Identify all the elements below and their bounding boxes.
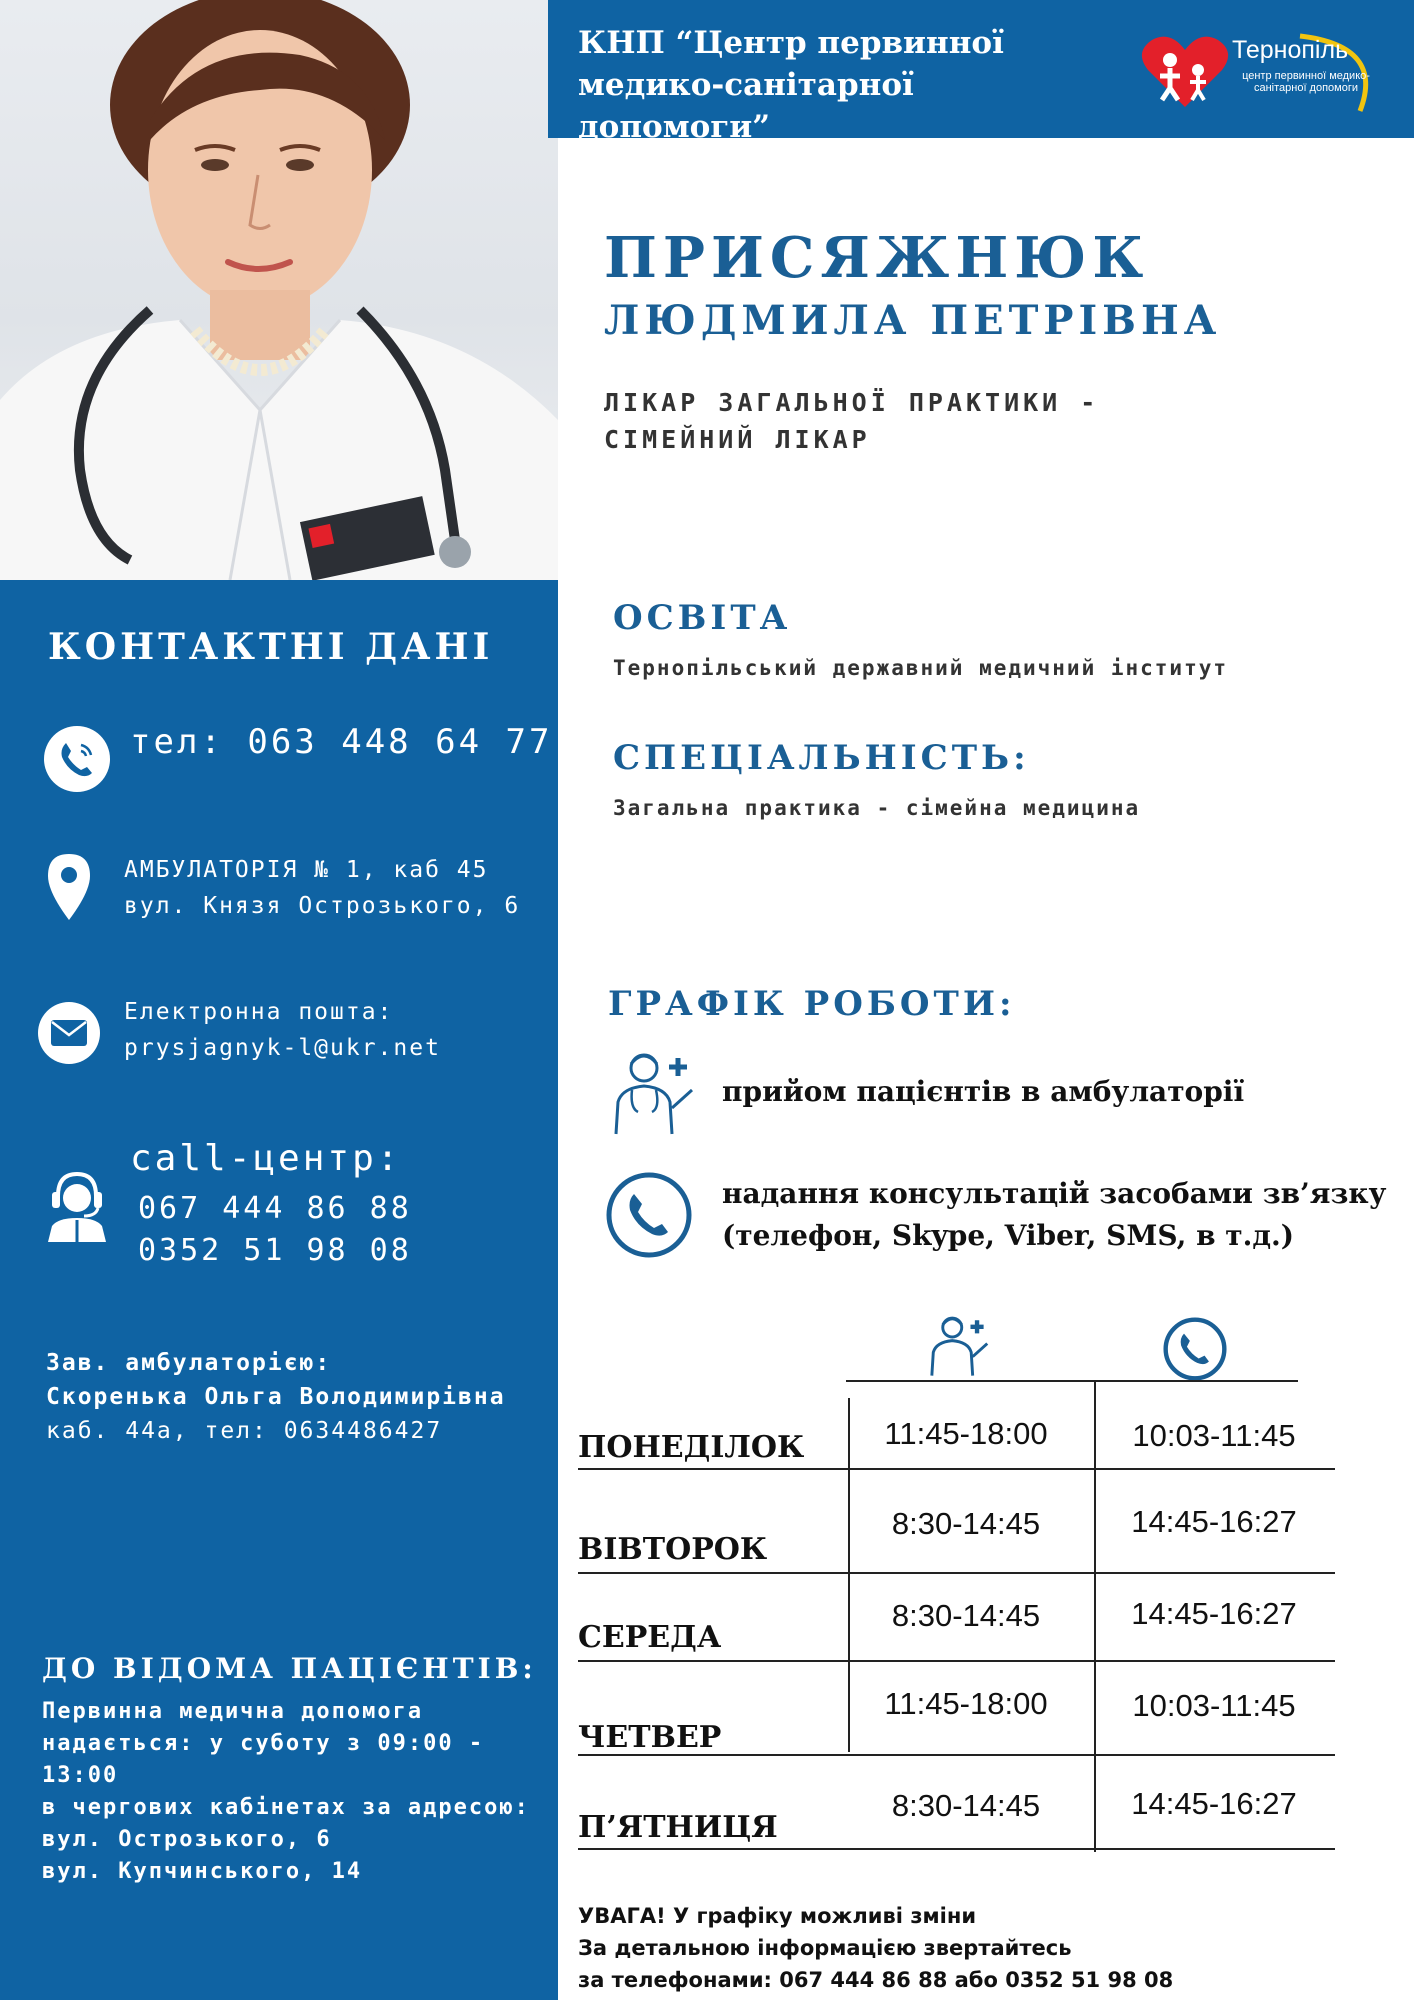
reception-time-tuesday: 8:30-14:45 (891, 1506, 1041, 1541)
legend-reception-label: прийом пацієнтів в амбулаторії (722, 1075, 1245, 1108)
table-row-line (578, 1468, 1335, 1470)
email-link[interactable]: prysjagnyk-l@ukr.net (124, 1035, 441, 1061)
email-icon (38, 1002, 100, 1064)
consult-column-icon (1162, 1316, 1228, 1382)
table-row-line (578, 1848, 1335, 1850)
heart-family-logo-icon (1140, 32, 1230, 112)
doctor-reception-icon (608, 1046, 704, 1138)
phone-consultation-icon (604, 1170, 694, 1260)
doctor-photo (0, 0, 558, 580)
day-thursday: ЧЕТВЕР (578, 1720, 722, 1755)
phone-icon (44, 726, 110, 792)
consult-time-thursday: 10:03-11:45 (1132, 1688, 1296, 1723)
schedule-heading: ГРАФІК РОБОТИ: (608, 984, 1016, 1024)
specialty-text: Загальна практика - сімейна медицина (613, 796, 1141, 820)
doctor-portrait-image (0, 0, 558, 580)
consult-time-wednesday: 14:45-16:27 (1131, 1596, 1297, 1631)
doctor-name: ЛЮДМИЛА ПЕТРІВНА (604, 297, 1222, 344)
schedule-warning: УВАГА! У графіку можливі зміни За детальною інформацією звертайтесь за телефонами: 067 444 86 88 або 0352 51 98 08 (578, 1904, 1174, 1992)
education-heading: ОСВІТА (613, 598, 792, 638)
patients-notice-heading: ДО ВІДОМА ПАЦІЄНТІВ: (42, 1652, 537, 1685)
contacts-sidebar (0, 580, 558, 2000)
day-wednesday: СЕРЕДА (578, 1620, 722, 1655)
consult-time-friday: 14:45-16:27 (1131, 1786, 1297, 1821)
day-friday: П’ЯТНИЦЯ (578, 1810, 778, 1845)
day-tuesday: ВІВТОРОК (578, 1532, 768, 1567)
organization-name: КНП “Центр первинної медико-санітарної допомоги” (578, 25, 1004, 145)
doctor-position: ЛІКАР ЗАГАЛЬНОЇ ПРАКТИКИ - СІМЕЙНИЙ ЛІКАР (604, 388, 1100, 454)
header-band (548, 0, 1414, 145)
table-row-line (578, 1660, 1335, 1662)
call-center-phones: 067 444 86 88 0352 51 98 08 (138, 1191, 412, 1268)
schedule-table (578, 1310, 1338, 1870)
legend-consult-label: надання консультацій засобами зв’язку (телефон, Skype, Viber, SMS, в т.д.) (722, 1177, 1387, 1252)
table-header-line (846, 1380, 1298, 1382)
patients-notice-text: Первинна медична допомога надається: у суботу з 09:00 - 13:00 в чергових кабінетах за адресою: вул. Острозького, 6 вул. Купчинського, 14 (42, 1699, 530, 1884)
reception-column-icon (926, 1310, 996, 1380)
education-text: Тернопільський державний медичний інститут (613, 656, 1229, 680)
location-pin-icon (44, 852, 94, 922)
reception-time-monday: 11:45-18:00 (884, 1416, 1048, 1451)
logo-city-name: Тернопіль (1232, 36, 1349, 64)
reception-time-wednesday: 8:30-14:45 (891, 1598, 1041, 1633)
contacts-heading: КОНТАКТНІ ДАНІ (48, 626, 494, 668)
day-monday: ПОНЕДІЛОК (578, 1430, 805, 1465)
reception-time-thursday: 11:45-18:00 (884, 1686, 1048, 1721)
phone-number: тел: 063 448 64 77 (130, 722, 553, 762)
organization-logo (1140, 26, 1390, 116)
table-row-line (578, 1572, 1335, 1574)
consult-time-tuesday: 14:45-16:27 (1131, 1504, 1297, 1539)
clinic-address: АМБУЛАТОРІЯ № 1, каб 45 вул. Князя Острозького, 6 (124, 857, 521, 919)
email-block: Електронна пошта: prysjagnyk-l@ukr.net (124, 994, 441, 1066)
reception-time-friday: 8:30-14:45 (891, 1788, 1041, 1823)
logo-subtitle: центр первинної медико-санітарної допомоги (1242, 70, 1370, 94)
ambulatory-head: Зав. амбулаторією: Скоренька Ольга Володимирівна каб. 44а, тел: 0634486427 (46, 1350, 506, 1444)
call-center-label: call-центр: (130, 1138, 402, 1179)
doctor-surname: ПРИСЯЖНЮК (604, 225, 1150, 291)
specialty-heading: СПЕЦІАЛЬНІСТЬ: (613, 738, 1030, 778)
call-center-operator-icon (44, 1168, 110, 1242)
consult-time-monday: 10:03-11:45 (1132, 1418, 1296, 1453)
